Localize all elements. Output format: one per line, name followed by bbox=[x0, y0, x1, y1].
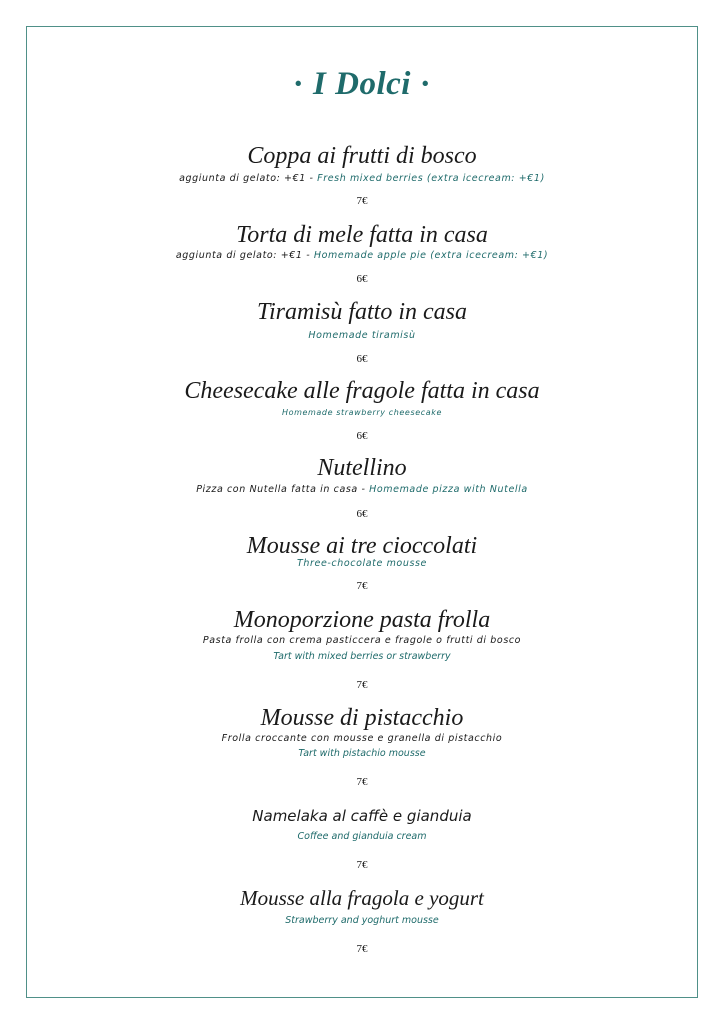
dessert-name: Tiramisù fatto in casa bbox=[256, 299, 468, 325]
dessert-name: Mousse alla fragola e yogurt bbox=[240, 886, 484, 910]
dessert-description: aggiunta di gelato: +€1 - Fresh mixed berries (extra icecream: +€1) bbox=[179, 173, 545, 184]
dessert-price: 6€ bbox=[356, 430, 368, 442]
dessert-description-it: Frolla croccante con mousse e granella di pistacchio bbox=[221, 733, 503, 744]
dessert-name: Cheesecake alle fragole fatta in casa bbox=[184, 378, 540, 404]
dessert-price: 7€ bbox=[356, 943, 368, 955]
dessert-description-it: Pasta frolla con crema pasticcera e fragole o frutti di bosco bbox=[202, 635, 522, 646]
dessert-price: 7€ bbox=[356, 679, 368, 691]
dessert-name: Coppa ai frutti di bosco bbox=[247, 143, 477, 169]
dessert-description-en: Coffee and gianduia cream bbox=[297, 831, 427, 842]
dessert-price: 6€ bbox=[356, 273, 368, 285]
menu-title: · I Dolci · bbox=[292, 66, 432, 102]
dessert-price: 7€ bbox=[356, 776, 368, 788]
dessert-price: 6€ bbox=[356, 353, 368, 365]
dessert-price: 7€ bbox=[356, 195, 368, 207]
dessert-name: Nutellino bbox=[317, 455, 407, 481]
dessert-description-en: Three-chocolate mousse bbox=[296, 558, 428, 569]
dessert-name: Monoporzione pasta frolla bbox=[233, 607, 491, 633]
menu-title-text: I Dolci bbox=[313, 66, 411, 102]
dessert-name: Torta di mele fatta in casa bbox=[236, 222, 488, 248]
dessert-price: 7€ bbox=[356, 859, 368, 871]
dessert-name: Namelaka al caffè e gianduia bbox=[252, 807, 472, 825]
dessert-price: 6€ bbox=[356, 508, 368, 520]
dessert-description-en: Homemade strawberry cheesecake bbox=[281, 408, 442, 417]
dessert-description-en: Tart with pistachio mousse bbox=[298, 748, 426, 759]
dessert-name: Mousse ai tre cioccolati bbox=[246, 533, 478, 559]
dessert-description: Pizza con Nutella fatta in casa - Homemade pizza with Nutella bbox=[196, 484, 528, 495]
dessert-price: 7€ bbox=[356, 580, 368, 592]
dessert-description-en: Strawberry and yoghurt mousse bbox=[285, 915, 439, 926]
dessert-description-en: Tart with mixed berries or strawberry bbox=[273, 651, 451, 662]
dessert-name: Mousse di pistacchio bbox=[260, 705, 464, 731]
dessert-description-en: Homemade tiramisù bbox=[308, 330, 416, 341]
dessert-description: aggiunta di gelato: +€1 - Homemade apple pie (extra icecream: +€1) bbox=[175, 250, 549, 261]
